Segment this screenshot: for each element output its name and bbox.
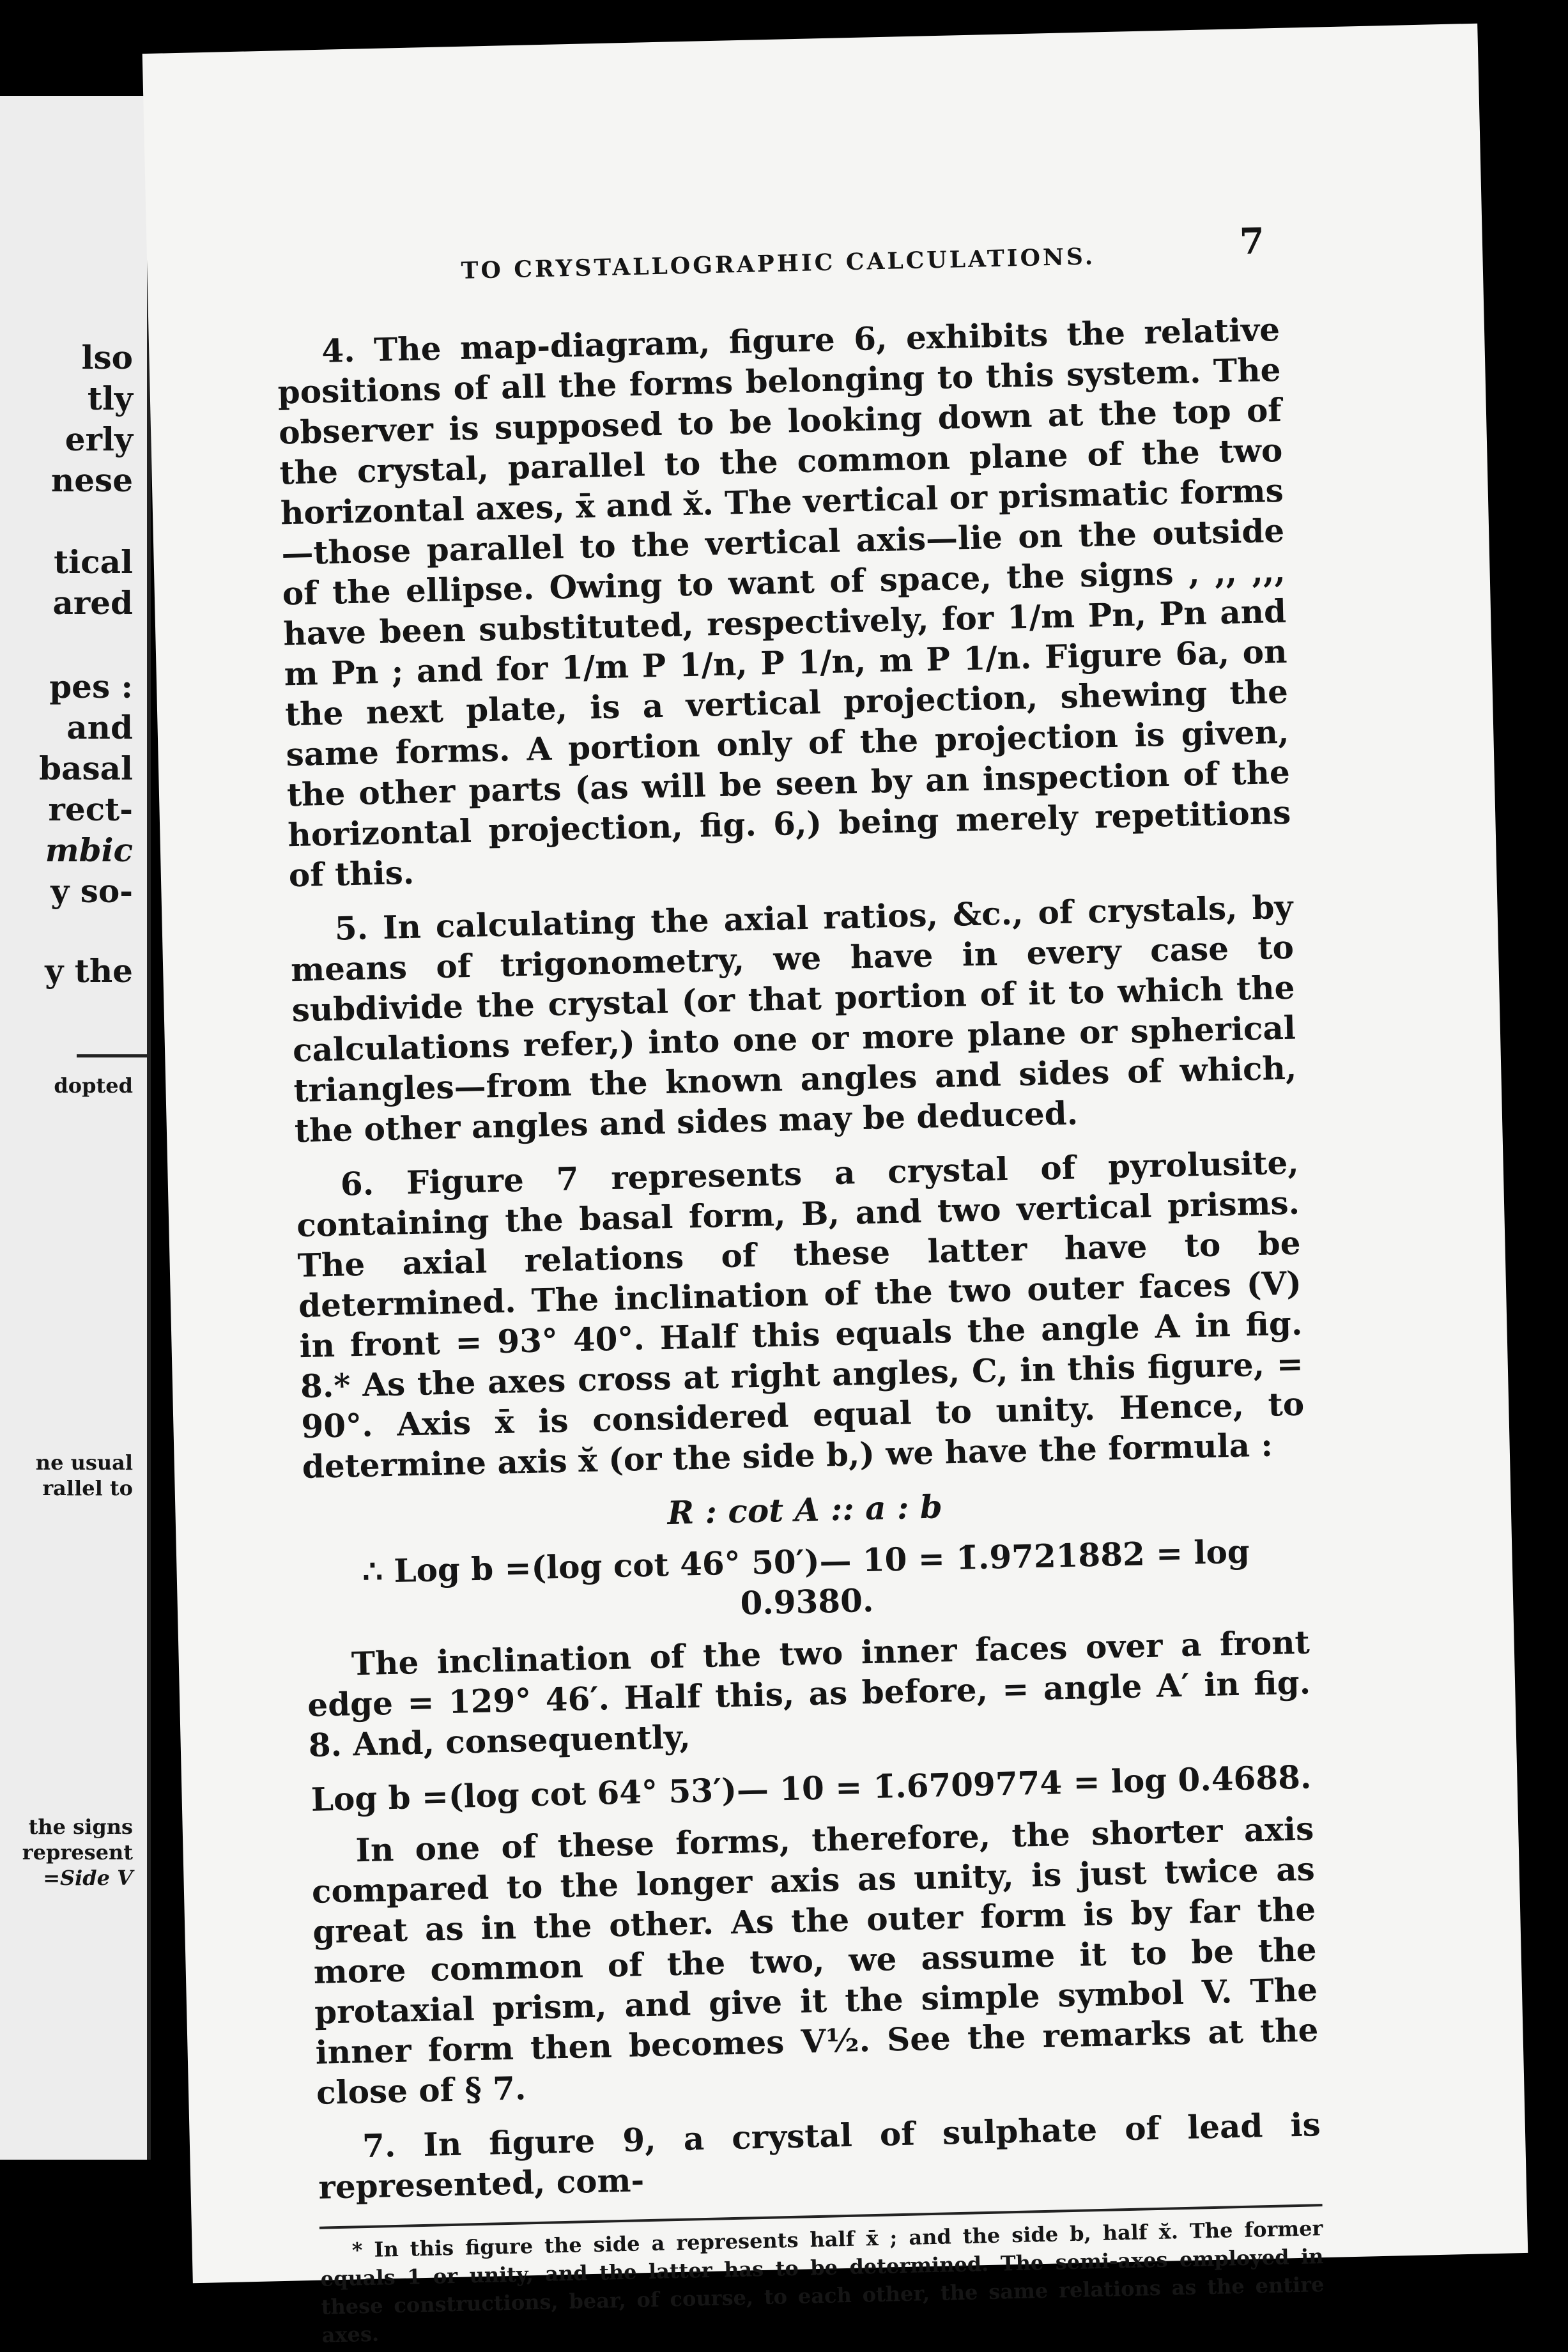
paragraph-7: 7. In figure 9, a crystal of sulphate of lead is represented, com-	[318, 2105, 1321, 2206]
formula: R : cot A :: a : b	[666, 1487, 943, 1532]
left-page-line: rallel to	[42, 1476, 133, 1500]
page-body	[277, 309, 1325, 2349]
left-page-line: nese	[50, 461, 133, 499]
equation-log-b-2: Log b =(log cot 64° 53′)— 10 = 1̄.6709774 = log 0.4688.	[311, 1758, 1312, 1818]
paragraph-6: 6. Figure 7 represents a crystal of pyrolusite, containing the basal form, B, and two vertical prisms. The axial relations of these latter have to be determined. The inclination of the two outer faces (V) in front = 93° 40°. Half this equals the angle A in fig. 8.* As the axes cross at right angles, C, in this figure, = 90°. Axis x̄ is considered equal to unity. Hence, to determine axis x̆ (or the side b,) we have the formula :	[296, 1143, 1305, 1486]
paragraph-4: 4. The map-diagram, figure 6, exhibits the relative positions of all the forms belonging to this system. The observer is supposed to be looking down at the top of the crystal, parallel to the common plane of the two horizontal axes, x̄ and x̆. The vertical or prismatic forms—those parallel to the vertical axis—lie on the outside of the ellipse. Owing to want of space, the signs , ,, ,,, have been substituted, respectively, for 1/m Pn, Pn and m Pn ; and for 1/m P 1/n, P 1/n, m P 1/n. Figure 6a, on the next plate, is a vertical projection, shewing the same forms. A portion only of the projection is given, the other parts (as will be seen by an inspection of the horizontal projection, fig. 6,) being merely repetitions of this.	[277, 310, 1291, 895]
left-page-line: basal	[39, 749, 133, 787]
left-page-fragment	[0, 96, 151, 2160]
left-page-line: tly	[87, 380, 133, 417]
left-page-line: ne usual	[35, 1450, 133, 1475]
paragraph-6-conclusion: In one of these forms, therefore, the shorter axis compared to the longer axis as unity, is just twice as great as in the other. As the outer form is by far the more common of the two, we assume it to be the protaxial prism, and give it the simple symbol V. The inner form then becomes V½. See the remarks at the close of § 7.	[311, 1810, 1319, 2112]
left-page-line: pes :	[49, 668, 133, 705]
left-page-line: y the	[45, 952, 133, 990]
page-number: 7	[1239, 220, 1265, 263]
running-head: TO CRYSTALLOGRAPHIC CALCULATIONS.	[461, 243, 1096, 284]
left-page-line: the signs	[28, 1815, 133, 1839]
left-page-line: ared	[52, 584, 133, 622]
left-page-line: lso	[81, 339, 133, 376]
left-page-line: erly	[65, 420, 133, 458]
left-page-line: dopted	[54, 1073, 133, 1098]
left-page-line: y so-	[50, 872, 133, 910]
book-page	[142, 24, 1528, 2348]
left-page-rule	[77, 1054, 147, 1057]
left-page-line: tical	[54, 543, 133, 581]
left-page-line: represent	[22, 1840, 133, 1864]
paragraph-6-continued: The inclination of the two inner faces over a front edge = 129° 46′. Half this, as before, = angle A′ in fig. 8. And, consequently,	[307, 1623, 1311, 1764]
equation-log-b-1: ∴ Log b =(log cot 46° 50′)— 10 = 1̄.9721882 = log 0.9380.	[362, 1532, 1250, 1622]
left-page-line: rect-	[48, 790, 133, 828]
paragraph-5: 5. In calculating the axial ratios, &c., of crystals, by means of trigonometry, we have in every case to subdivide the crystal (or that portion of it to which the calculations refer,) into one or more plane or spherical triangles—from the known angles and sides of which, the other angles and sides may be deduced.	[290, 888, 1297, 1150]
left-page-line: and	[66, 709, 133, 746]
footnote: * In this figure the side a represents half x̄ ; and the side b, half x̆. The former equals 1 or unity, and the latter has to be determined. The semi-axes employed in these constructions, bear, of course, to each other, the same relations as the entire axes.	[320, 2216, 1325, 2348]
left-page-line: =Side V	[43, 1866, 133, 1890]
left-page-line: mbic	[45, 831, 133, 869]
